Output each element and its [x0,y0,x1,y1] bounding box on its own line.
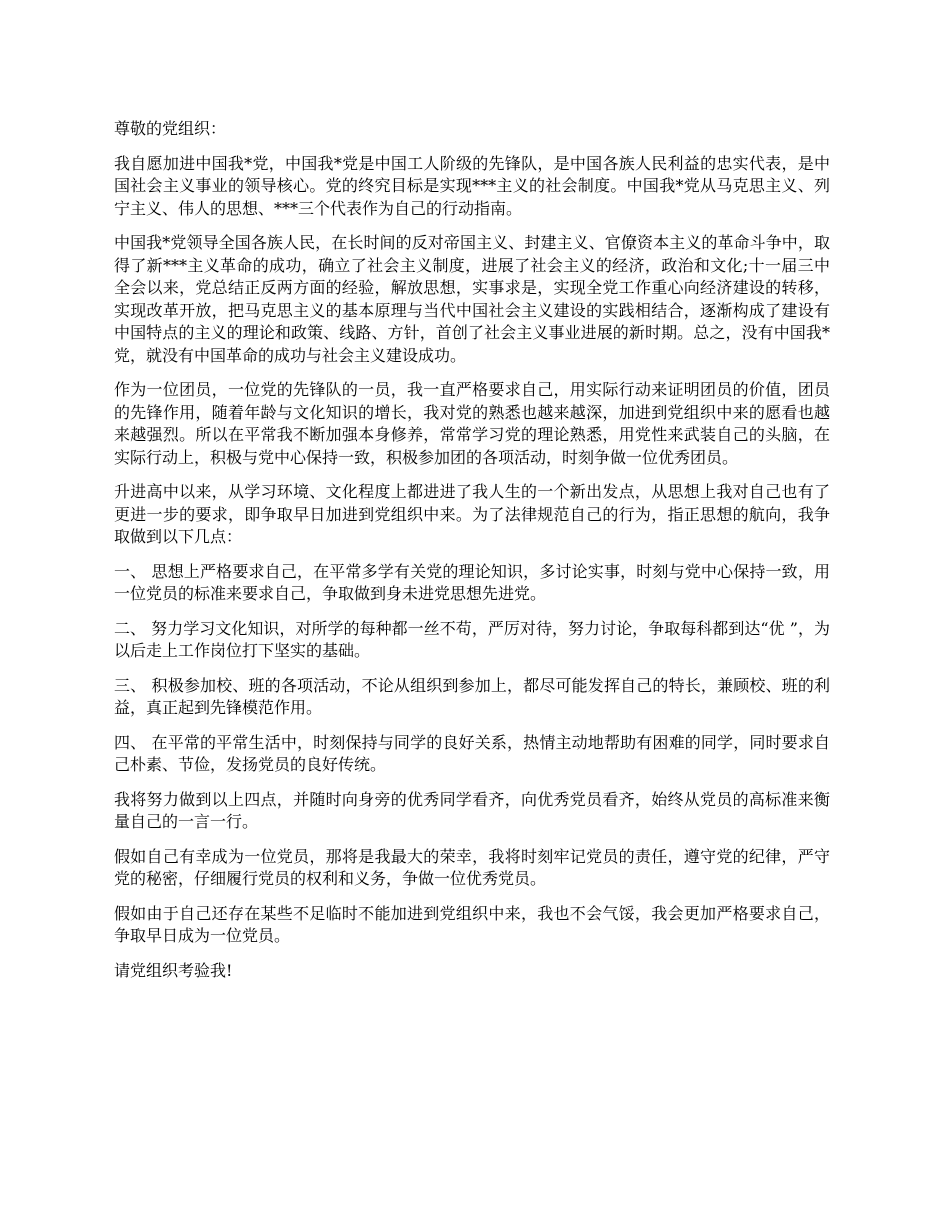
paragraph-1: 我自愿加进中国我*党，中国我*党是中国工人阶级的先锋队，是中国各族人民利益的忠实代表，是中国社会主义事业的领导核心。党的终究目标是实现***主义的社会制度。中国我*党从马克思主义、列宁主义、伟人的思想、***三个代表作为自己的行动指南。 [114,153,830,218]
point-1: 一、 思想上严格要求自己，在平常多学有关党的理论知识，多讨论实事，时刻与党中心保持一致，用一位党员的标准来要求自己，争取做到身未进党思想先进党。 [114,561,830,603]
point-2: 二、 努力学习文化知识，对所学的每种都一丝不苟，严厉对待，努力讨论，争取每科都到达“优 ”，为以后走上工作岗位打下坚实的基础。 [114,618,830,660]
point-4: 四、 在平常的平常生活中，时刻保持与同学的良好关系，热情主动地帮助有困难的同学，同时要求自己朴素、节俭，发扬党员的良好传统。 [114,732,830,774]
salutation: 尊敬的党组织： [114,119,227,138]
letter-body [114,118,830,994]
closing: 请党组织考验我! [114,960,233,980]
paragraph-2: 中国我*党领导全国各族人民，在长时间的反对帝国主义、封建主义、官僚资本主义的革命斗争中，取得了新***主义革命的成功，确立了社会主义制度，进展了社会主义的经济，政治和文化;十一届三中全会以来，党总结正反两方面的经验，解放思想，实事求是，实现全党工作重心向经济建设的转移，实现改革开放，把马克思主义的基本原理与当代中国社会主义建设的实践相结合，逐渐构成了建设有中国特点的主义的理论和政策、线路、方针，首创了社会主义事业进展的新时期。总之，没有中国我*党，就没有中国革命的成功与社会主义建设成功。 [114,233,830,365]
paragraph-7: 假如由于自己还存在某些不足临时不能加进到党组织中来，我也不会气馁，我会更加严格要求自己，争取早日成为一位党员。 [114,903,830,945]
paragraph-5: 我将努力做到以上四点，并随时向身旁的优秀同学看齐，向优秀党员看齐，始终从党员的高标准来衡量自己的一言一行。 [114,789,830,831]
paragraph-6: 假如自己有幸成为一位党员，那将是我最大的荣幸，我将时刻牢记党员的责任，遵守党的纪律，严守党的秘密，仔细履行党员的权利和义务，争做一位优秀党员。 [114,846,830,888]
paragraph-4: 升进高中以来，从学习环境、文化程度上都进进了我人生的一个新出发点，从思想上我对自己也有了更进一步的要求，即争取早日加进到党组织中来。为了法律规范自己的行为，指正思想的航向，我争取做到以下几点： [114,482,830,546]
point-3: 三、 积极参加校、班的各项活动，不论从组织到参加上，都尽可能发挥自己的特长，兼顾校、班的利益，真正起到先锋模范作用。 [114,675,830,717]
paragraph-3: 作为一位团员，一位党的先锋队的一员，我一直严格要求自己，用实际行动来证明团员的价值，团员的先锋作用，随着年龄与文化知识的增长，我对党的熟悉也越来越深，加进到党组织中来的愿看也越来越强烈。所以在平常我不断加强本身修养，常常学习党的理论熟悉，用党性来武装自己的头脑，在实际行动上，积极与党中心保持一致，积极参加团的各项活动，时刻争做一位优秀团员。 [114,380,830,467]
